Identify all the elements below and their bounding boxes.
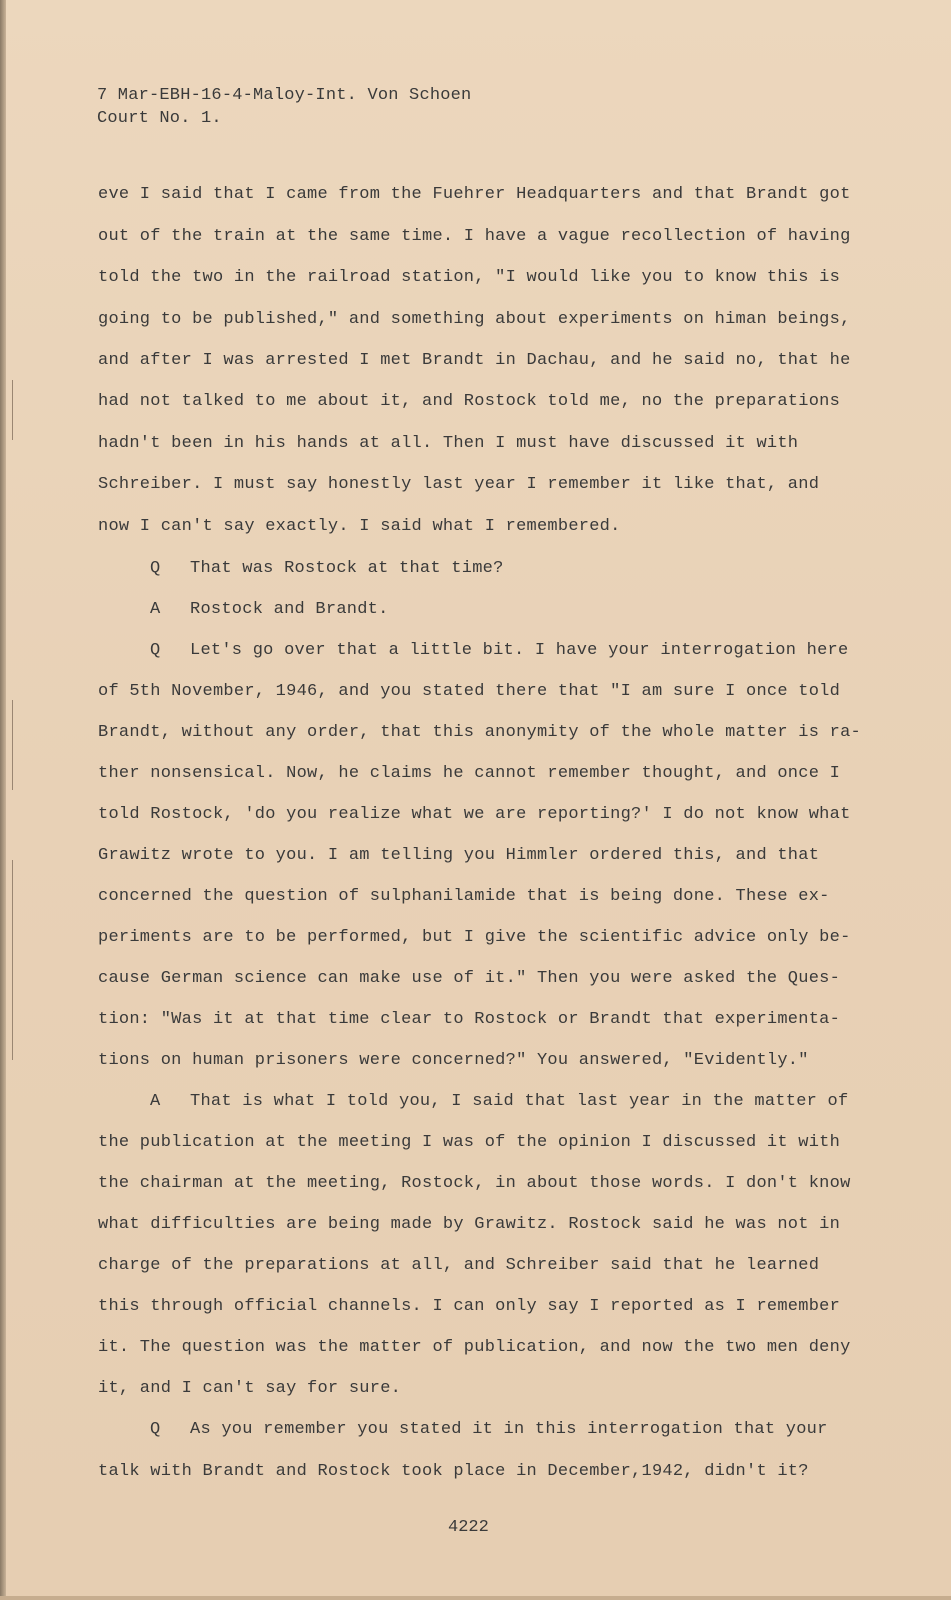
text-line: had not talked to me about it, and Rostock told me, no the preparations	[98, 392, 841, 411]
text-line: cause German science can make use of it." Then you were asked the Ques-	[98, 969, 841, 988]
question-text: That was Rostock at that time?	[190, 559, 504, 578]
text-line: Brandt, without any order, that this anonymity of the whole matter is ra-	[98, 723, 861, 742]
text-line: ther nonsensical. Now, he claims he cannot remember thought, and once I	[98, 764, 841, 783]
question-marker: Q	[150, 559, 161, 578]
text-line: the publication at the meeting I was of the opinion I discussed it with	[98, 1133, 841, 1152]
margin-mark	[12, 860, 13, 1060]
question-text: Let's go over that a little bit. I have your interrogation here	[190, 641, 849, 660]
text-line: charge of the preparations at all, and Schreiber said that he learned	[98, 1256, 820, 1275]
text-line: the chairman at the meeting, Rostock, in about those words. I don't know	[98, 1174, 851, 1193]
text-line: periments are to be performed, but I give the scientific advice only be-	[98, 928, 851, 947]
text-line: told Rostock, 'do you realize what we are reporting?' I do not know what	[98, 805, 851, 824]
text-line: talk with Brandt and Rostock took place in December,1942, didn't it?	[98, 1462, 809, 1481]
page-number: 4222	[448, 1518, 489, 1537]
page-edge-shadow	[0, 0, 6, 1600]
text-line: tion: "Was it at that time clear to Rostock or Brandt that experimenta-	[98, 1010, 841, 1029]
answer-marker: A	[150, 600, 161, 619]
text-line: of 5th November, 1946, and you stated there that "I am sure I once told	[98, 682, 841, 701]
text-line: tions on human prisoners were concerned?" You answered, "Evidently."	[98, 1051, 809, 1070]
text-line: Grawitz wrote to you. I am telling you Himmler ordered this, and that	[98, 846, 820, 865]
text-line: it, and I can't say for sure.	[98, 1379, 402, 1398]
answer-marker: A	[150, 1092, 161, 1111]
text-line: Schreiber. I must say honestly last year I remember it like that, and	[98, 475, 820, 494]
text-line: eve I said that I came from the Fuehrer Headquarters and that Brandt got	[98, 185, 851, 204]
margin-mark	[12, 380, 13, 440]
header-reference: 7 Mar-EBH-16-4-Maloy-Int. Von Schoen	[97, 86, 472, 105]
text-line: concerned the question of sulphanilamide that is being done. These ex-	[98, 887, 830, 906]
text-line: and after I was arrested I met Brandt in Dachau, and he said no, that he	[98, 351, 851, 370]
document-header	[97, 84, 471, 130]
text-line: told the two in the railroad station, "I would like you to know this is	[98, 268, 841, 287]
text-line: out of the train at the same time. I have a vague recollection of having	[98, 227, 851, 246]
question-marker: Q	[150, 641, 161, 660]
text-line: going to be published," and something about experiments on himan beings,	[98, 310, 851, 329]
page-bottom-edge	[0, 1596, 951, 1600]
answer-text: That is what I told you, I said that last year in the matter of	[190, 1092, 849, 1111]
text-line: hadn't been in his hands at all. Then I must have discussed it with	[98, 434, 799, 453]
question-marker: Q	[150, 1420, 161, 1439]
text-line: what difficulties are being made by Grawitz. Rostock said he was not in	[98, 1215, 841, 1234]
text-line: it. The question was the matter of publication, and now the two men deny	[98, 1338, 851, 1357]
text-line: now I can't say exactly. I said what I remembered.	[98, 517, 621, 536]
answer-text: Rostock and Brandt.	[190, 600, 389, 619]
margin-mark	[12, 700, 13, 790]
header-court: Court No. 1.	[97, 109, 222, 128]
text-line: this through official channels. I can only say I reported as I remember	[98, 1297, 841, 1316]
question-text: As you remember you stated it in this interrogation that your	[190, 1420, 828, 1439]
